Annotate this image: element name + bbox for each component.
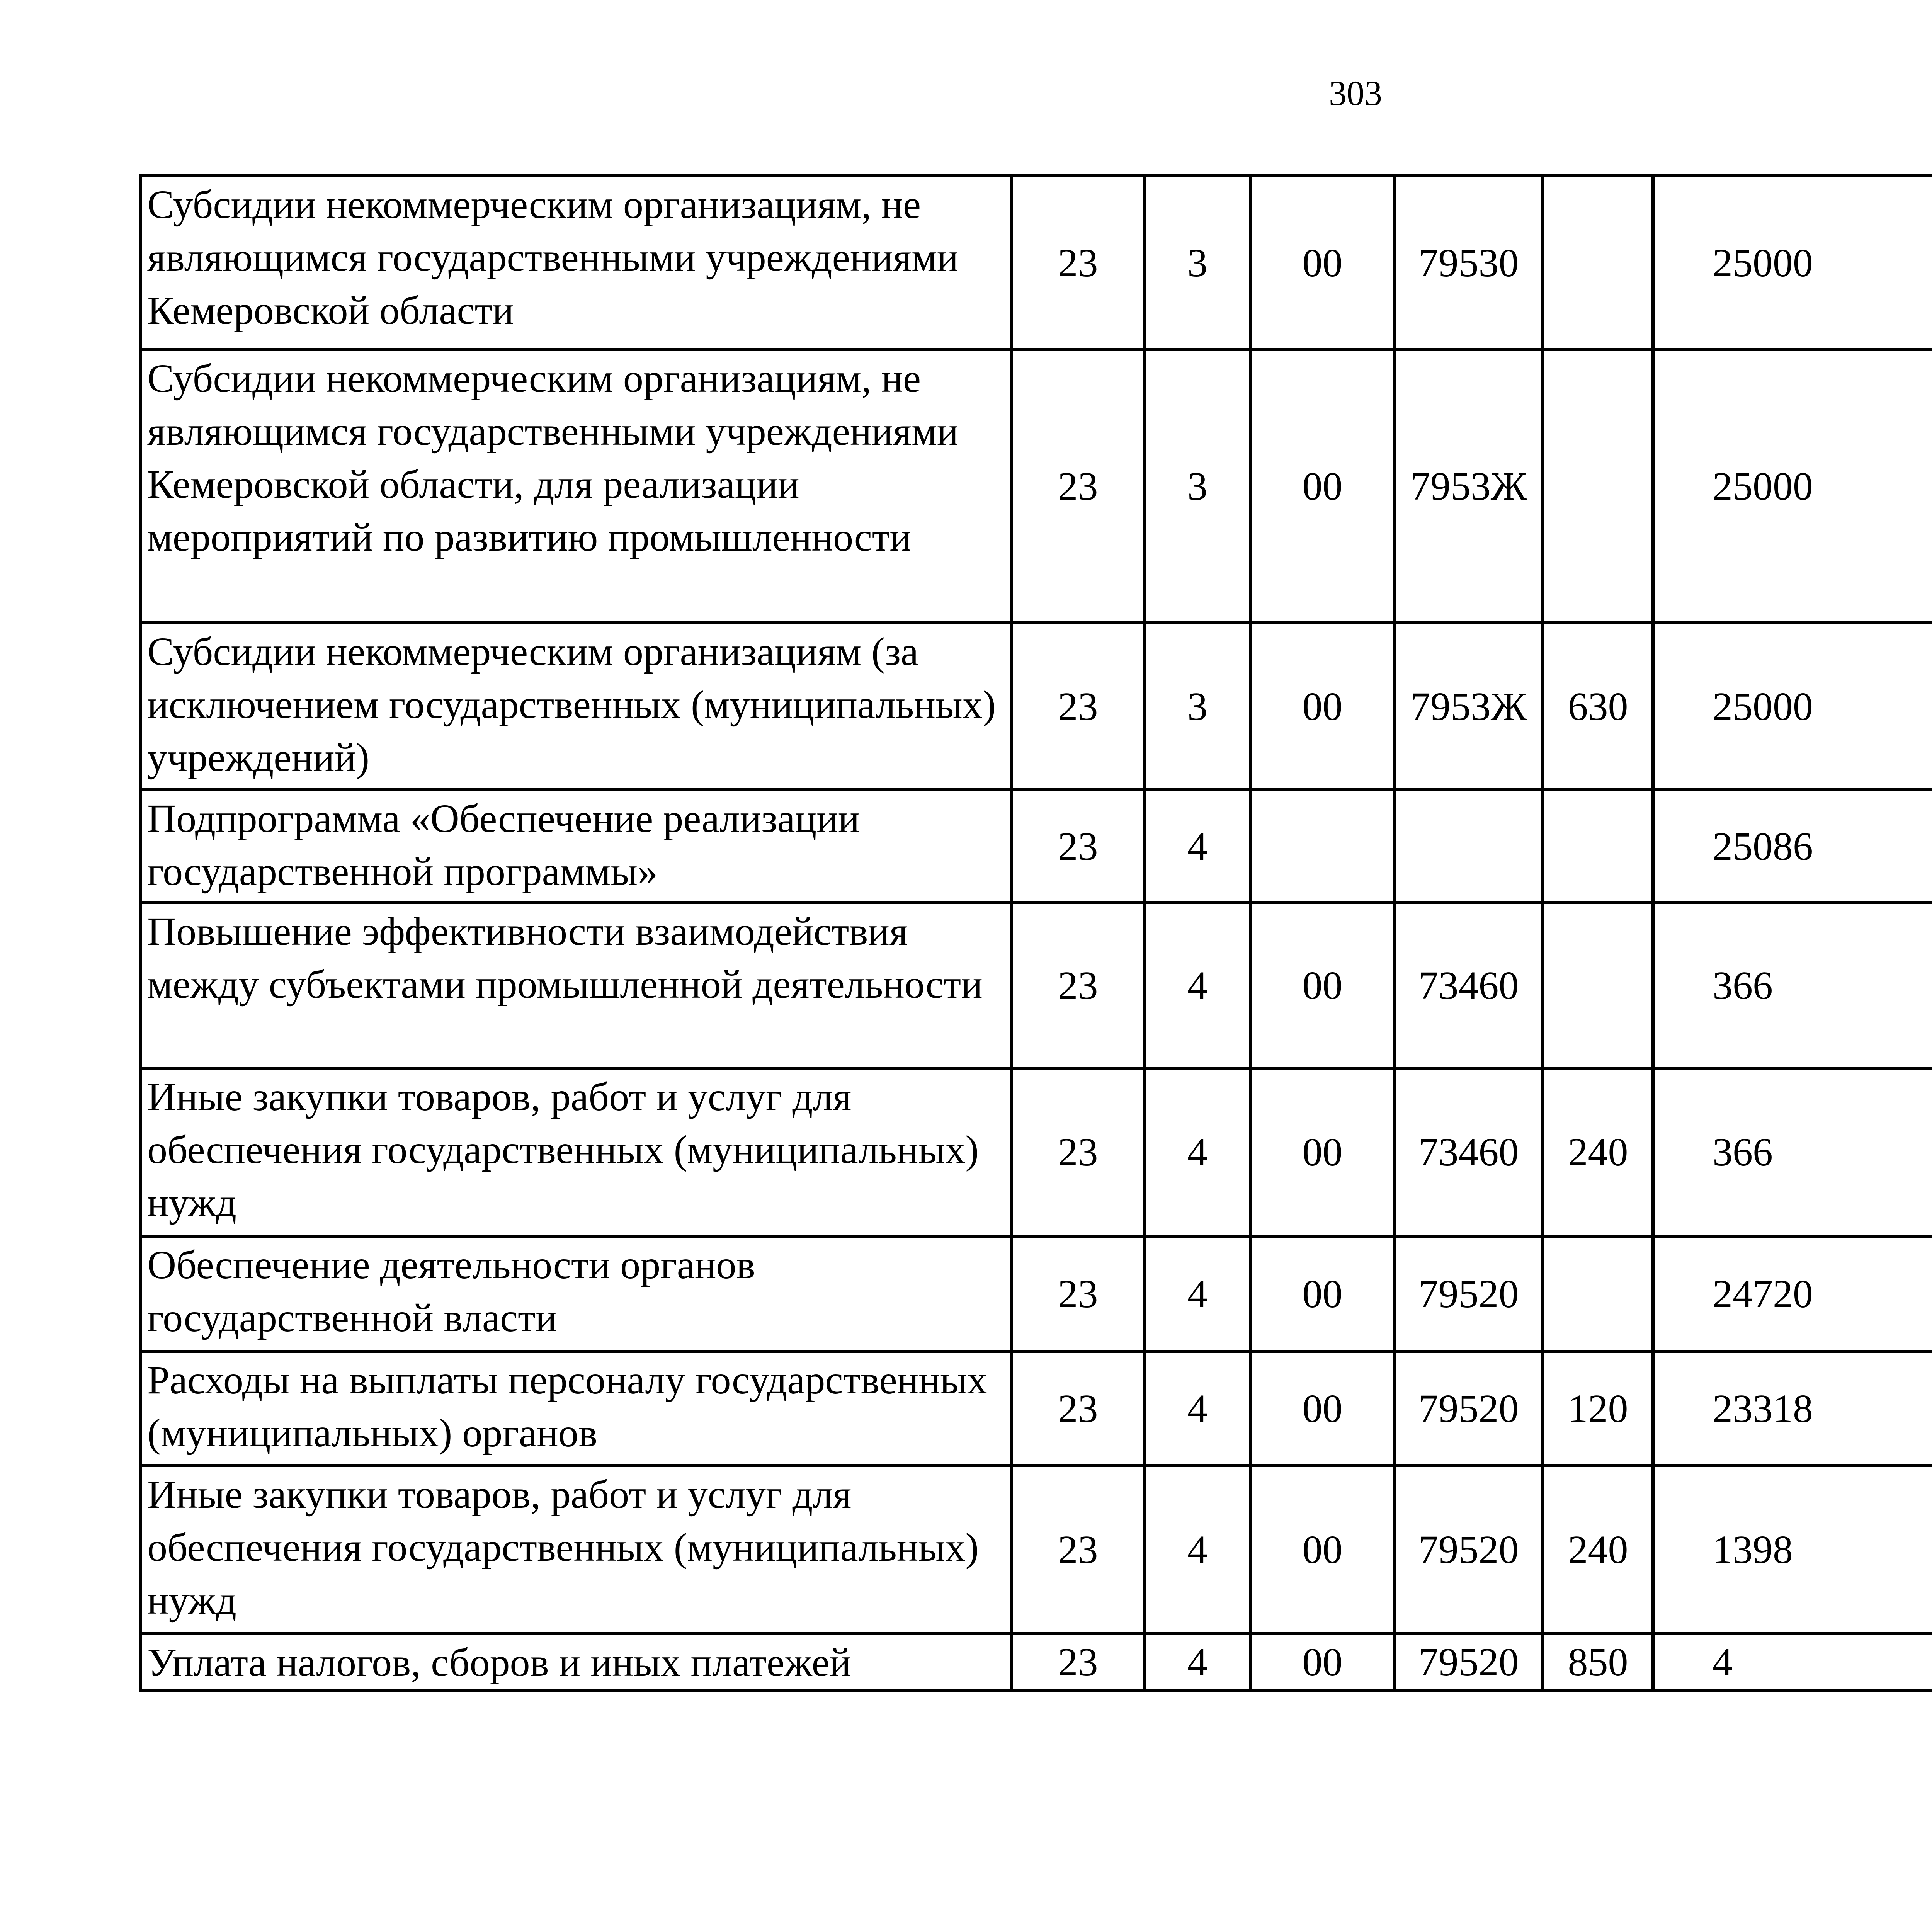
cell-code-2: 4 bbox=[1144, 790, 1251, 903]
cell-amount-1: 1398 bbox=[1653, 1466, 1932, 1634]
cell-code-1: 23 bbox=[1012, 1236, 1144, 1351]
cell-code-4: 73460 bbox=[1394, 903, 1543, 1068]
row-name: Субсидии некоммерческим организациям, не являющимся государственными учреждениями Кемеровской области bbox=[140, 176, 1012, 350]
cell-code-5 bbox=[1543, 350, 1653, 623]
table-row bbox=[140, 1068, 1932, 1236]
row-name: Повышение эффективности взаимодействия между субъектами промышленной деятельности bbox=[140, 903, 1012, 1068]
cell-amount-1: 25000 bbox=[1653, 176, 1932, 350]
cell-code-5: 630 bbox=[1543, 623, 1653, 790]
cell-code-5 bbox=[1543, 176, 1653, 350]
table-row bbox=[140, 1466, 1932, 1634]
cell-code-3: 00 bbox=[1251, 1068, 1394, 1236]
cell-code-1: 23 bbox=[1012, 790, 1144, 903]
cell-code-3: 00 bbox=[1251, 623, 1394, 790]
cell-code-2: 3 bbox=[1144, 176, 1251, 350]
cell-amount-1: 25086 bbox=[1653, 790, 1932, 903]
cell-code-1: 23 bbox=[1012, 176, 1144, 350]
cell-code-4: 79520 bbox=[1394, 1351, 1543, 1466]
cell-code-2: 3 bbox=[1144, 623, 1251, 790]
row-name: Субсидии некоммерческим организациям (за исключением государственных (муниципальных) учреждений) bbox=[140, 623, 1012, 790]
cell-code-1: 23 bbox=[1012, 1068, 1144, 1236]
cell-code-1: 23 bbox=[1012, 1634, 1144, 1691]
cell-code-4: 79530 bbox=[1394, 176, 1543, 350]
row-name: Обеспечение деятельности органов государственной власти bbox=[140, 1236, 1012, 1351]
budget-table bbox=[139, 174, 1932, 1692]
cell-code-4 bbox=[1394, 790, 1543, 903]
cell-code-2: 4 bbox=[1144, 1236, 1251, 1351]
cell-code-2: 4 bbox=[1144, 1466, 1251, 1634]
cell-code-4: 73460 bbox=[1394, 1068, 1543, 1236]
row-name: Иные закупки товаров, работ и услуг для обеспечения государственных (муниципальных) нужд bbox=[140, 1466, 1012, 1634]
cell-code-2: 4 bbox=[1144, 1634, 1251, 1691]
cell-amount-1: 25000 bbox=[1653, 623, 1932, 790]
cell-amount-1: 366 bbox=[1653, 1068, 1932, 1236]
cell-amount-1: 366 bbox=[1653, 903, 1932, 1068]
row-name: Подпрограмма «Обеспечение реализации государственной программы» bbox=[140, 790, 1012, 903]
row-name: Иные закупки товаров, работ и услуг для обеспечения государственных (муниципальных) нужд bbox=[140, 1068, 1012, 1236]
cell-code-3: 00 bbox=[1251, 1236, 1394, 1351]
cell-code-1: 23 bbox=[1012, 903, 1144, 1068]
table-row bbox=[140, 176, 1932, 350]
table-row bbox=[140, 790, 1932, 903]
cell-code-3 bbox=[1251, 790, 1394, 903]
cell-code-2: 4 bbox=[1144, 903, 1251, 1068]
cell-code-1: 23 bbox=[1012, 1466, 1144, 1634]
row-name: Уплата налогов, сборов и иных платежей bbox=[140, 1634, 1012, 1691]
page-number: 303 bbox=[1329, 73, 1382, 113]
cell-code-3: 00 bbox=[1251, 1351, 1394, 1466]
table-row bbox=[140, 623, 1932, 790]
cell-code-1: 23 bbox=[1012, 350, 1144, 623]
cell-code-5: 850 bbox=[1543, 1634, 1653, 1691]
table-row bbox=[140, 1236, 1932, 1351]
cell-code-5 bbox=[1543, 1236, 1653, 1351]
row-name: Субсидии некоммерческим организациям, не являющимся государственными учреждениями Кемеровской области, для реализации мероприятий по развитию промышленности bbox=[140, 350, 1012, 623]
cell-code-4: 79520 bbox=[1394, 1466, 1543, 1634]
cell-code-1: 23 bbox=[1012, 623, 1144, 790]
cell-code-3: 00 bbox=[1251, 903, 1394, 1068]
table-row bbox=[140, 350, 1932, 623]
cell-code-1: 23 bbox=[1012, 1351, 1144, 1466]
cell-code-5: 120 bbox=[1543, 1351, 1653, 1466]
cell-code-2: 4 bbox=[1144, 1351, 1251, 1466]
cell-amount-1: 4 bbox=[1653, 1634, 1932, 1691]
cell-code-2: 4 bbox=[1144, 1068, 1251, 1236]
cell-code-2: 3 bbox=[1144, 350, 1251, 623]
cell-code-4: 79520 bbox=[1394, 1236, 1543, 1351]
cell-amount-1: 25000 bbox=[1653, 350, 1932, 623]
cell-code-3: 00 bbox=[1251, 1466, 1394, 1634]
cell-code-4: 7953Ж bbox=[1394, 623, 1543, 790]
table-row bbox=[140, 1351, 1932, 1466]
cell-code-4: 7953Ж bbox=[1394, 350, 1543, 623]
cell-code-5: 240 bbox=[1543, 1466, 1653, 1634]
cell-code-5 bbox=[1543, 790, 1653, 903]
cell-code-3: 00 bbox=[1251, 350, 1394, 623]
cell-amount-1: 24720 bbox=[1653, 1236, 1932, 1351]
table-row bbox=[140, 903, 1932, 1068]
cell-code-5: 240 bbox=[1543, 1068, 1653, 1236]
cell-code-3: 00 bbox=[1251, 176, 1394, 350]
table-row bbox=[140, 1634, 1932, 1691]
cell-code-4: 79520 bbox=[1394, 1634, 1543, 1691]
cell-amount-1: 23318 bbox=[1653, 1351, 1932, 1466]
cell-code-3: 00 bbox=[1251, 1634, 1394, 1691]
row-name: Расходы на выплаты персоналу государственных (муниципальных) органов bbox=[140, 1351, 1012, 1466]
cell-code-5 bbox=[1543, 903, 1653, 1068]
